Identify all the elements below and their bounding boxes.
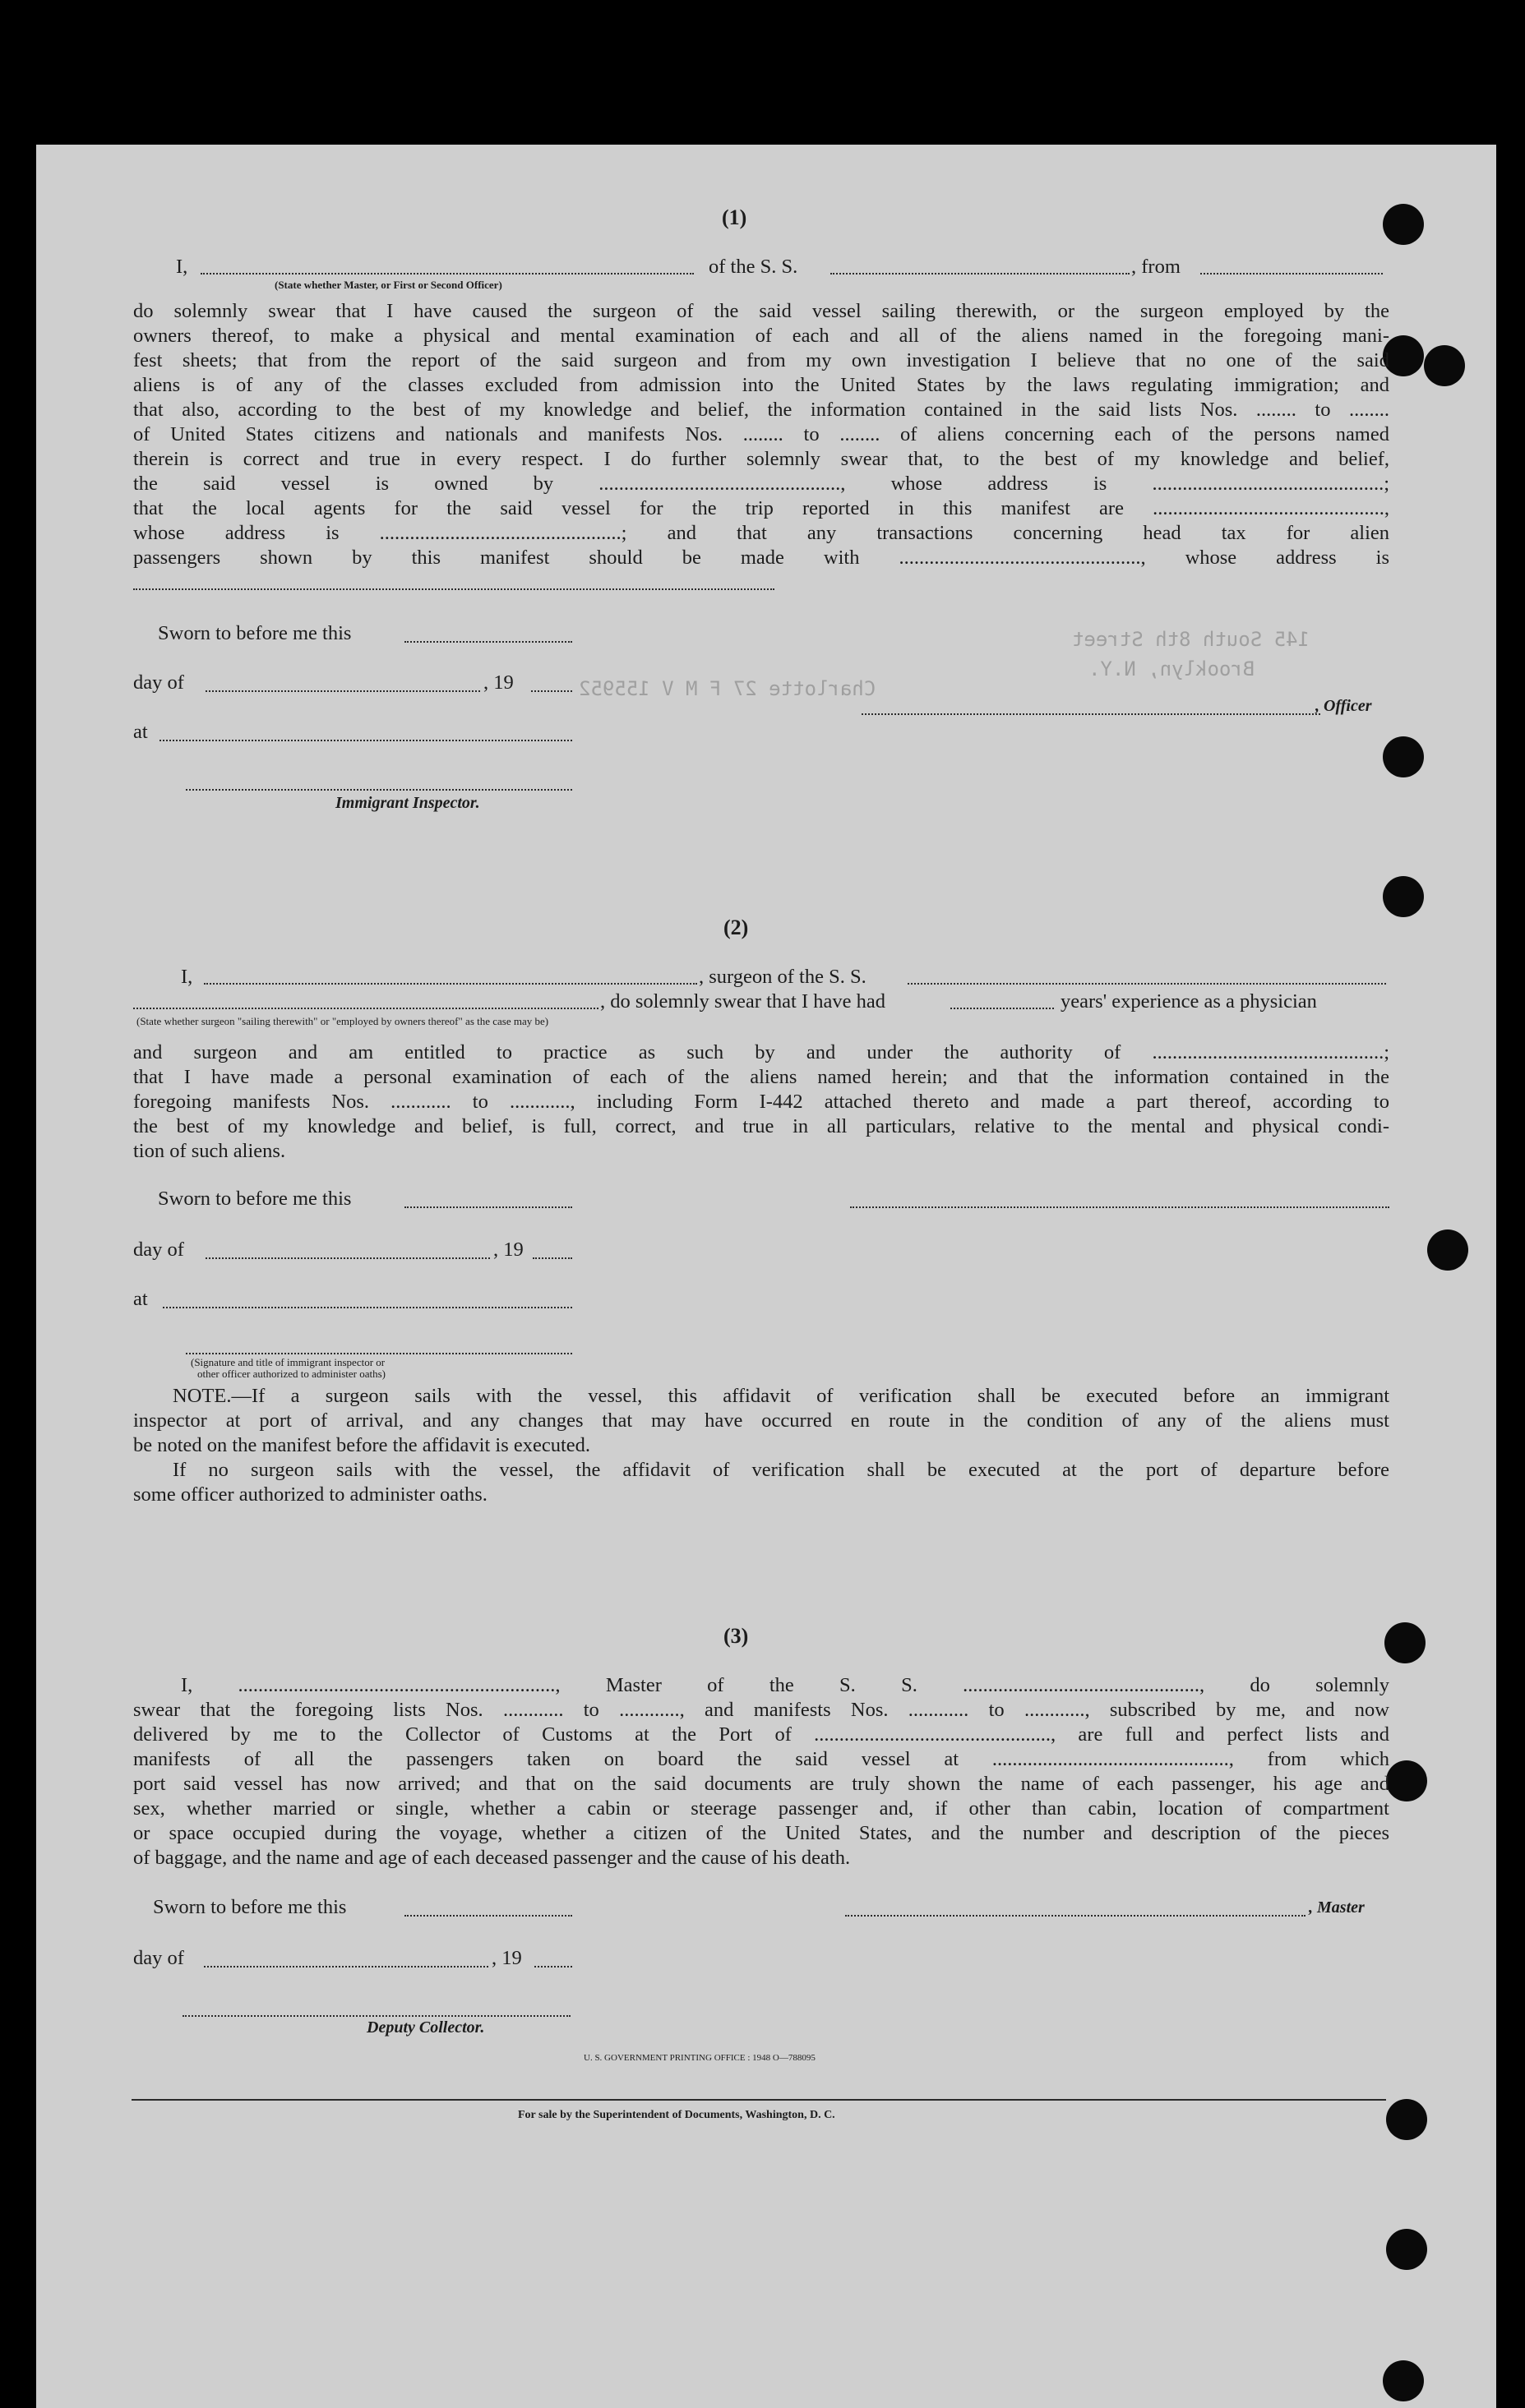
s1-i-label: I,: [176, 256, 188, 278]
bleed-through-text: 145 South 8th Street: [1072, 628, 1310, 651]
sale-notice: For sale by the Superintendent of Documents, Washington, D. C.: [518, 2109, 835, 2121]
s1-year-label: , 19: [483, 671, 514, 694]
s3-sworn-label: Sworn to before me this: [153, 1896, 347, 1918]
s2-at-field: [163, 1305, 572, 1308]
s1-oath-line: fest sheets; that from the report of the said surgeon and from my own investigation I believe that no one of the said: [133, 349, 1389, 371]
s3-deputy-label: Deputy Collector.: [367, 2018, 485, 2037]
s1-oath-line: of United States citizens and nationals and manifests Nos. ........ to ........ of aliens concerning each of the persons named: [133, 423, 1389, 445]
s2-years-label: years' experience as a physician: [1061, 990, 1317, 1013]
s2-note: [133, 1384, 1389, 1507]
bleed-through-text: Charlotte 27 F M V 155952: [579, 677, 876, 700]
s2-at-label: at: [133, 1288, 148, 1310]
s2-i-label: I,: [181, 966, 193, 988]
s2-surgeon-sign-field: [850, 1205, 1389, 1208]
s1-rank-caption: (State whether Master, or First or Second Officer): [275, 279, 502, 291]
s2-year-field: [533, 1256, 572, 1259]
s2-year-label: , 19: [493, 1239, 524, 1261]
s1-from-label: , from: [1131, 256, 1181, 278]
s2-note-line: some officer authorized to administer oaths.: [133, 1483, 488, 1506]
s2-status-field: [133, 1006, 598, 1009]
s3-oath-line: swear that the foregoing lists Nos. ............ to ............, and manifests Nos. ............ to ............, subscribed by me, and now: [133, 1699, 1389, 1721]
s2-inspector-sign-field: [186, 1351, 572, 1354]
s1-from-field: [1200, 271, 1383, 274]
manifest-back-page: [36, 145, 1496, 2408]
s2-day-of-label: day of: [133, 1239, 184, 1261]
s2-sworn-label: Sworn to before me this: [158, 1188, 352, 1210]
punch-hole: [1383, 736, 1424, 777]
s3-oath-line: manifests of all the passengers taken on board the said vessel at ..............................................., from which: [133, 1748, 1389, 1770]
s1-oath-line: passengers shown by this manifest should be made with ................................................, whose address is: [133, 547, 1389, 569]
s2-ship-field: [908, 981, 1386, 985]
s2-status-caption: (State whether surgeon "sailing therewith" or "employed by owners thereof" as the case may be): [136, 1015, 549, 1027]
s1-oath-line: that the local agents for the said vessel for the trip reported in this manifest are ..............................................,: [133, 497, 1389, 519]
s2-sworn-field: [404, 1205, 572, 1208]
s1-at-field: [159, 738, 572, 741]
s1-sworn-label: Sworn to before me this: [158, 622, 352, 644]
s2-day-field: [206, 1256, 490, 1259]
s2-oath-line: foregoing manifests Nos. ............ to ............, including Form I-442 attached thereto and made a part thereof, according to: [133, 1091, 1389, 1113]
s1-oath-line: the said vessel is owned by ................................................, whose address is ..............................................;: [133, 473, 1389, 495]
s2-oath-line: and surgeon and am entitled to practice as such by and under the authority of ..............................................;: [133, 1041, 1389, 1063]
s1-inspector-sign-field: [186, 787, 572, 791]
s3-master-sign-field: [845, 1913, 1305, 1917]
s1-of-ss-label: of the S. S.: [709, 256, 798, 278]
s3-day-of-label: day of: [133, 1947, 184, 1969]
s3-oath-line: or space occupied during the voyage, whether a citizen of the United States, and the number and description of the pieces: [133, 1822, 1389, 1844]
s3-oath-line: port said vessel has now arrived; and that on the said documents are truly shown the name of each passenger, his age and: [133, 1773, 1389, 1795]
section-1-number: (1): [722, 205, 747, 229]
s1-officer-sign-field: [862, 712, 1320, 715]
s3-day-field: [204, 1964, 488, 1967]
s1-inspector-label: Immigrant Inspector.: [335, 794, 480, 812]
s3-oath-line: delivered by me to the Collector of Customs at the Port of ..............................................., are full and perfect lists and: [133, 1723, 1389, 1746]
s3-oath-line: sex, whether married or single, whether a cabin or steerage passenger and, if other than cabin, location of compartment: [133, 1797, 1389, 1820]
s1-oath-line: do solemnly swear that I have caused the surgeon of the said vessel sailing therewith, or the surgeon employed by the: [133, 300, 1389, 322]
s1-oath-line: owners thereof, to make a physical and mental examination of each and all of the aliens named in the foregoing mani-: [133, 325, 1389, 347]
s1-at-label: at: [133, 721, 148, 743]
s3-master-label: , Master: [1309, 1898, 1365, 1917]
punch-hole: [1386, 2099, 1427, 2140]
s1-oath-line: whose address is ................................................; and that any transactions concerning head tax for alien: [133, 522, 1389, 544]
punch-hole: [1386, 1760, 1427, 1801]
s1-oath-line: therein is correct and true in every respect. I do further solemnly swear that, to the best of my knowledge and belief,: [133, 448, 1389, 470]
s2-surgeon-of-label: , surgeon of the S. S.: [699, 966, 866, 988]
s2-note-line: If no surgeon sails with the vessel, the affidavit of verification shall be executed at the port of departure before: [173, 1459, 1389, 1481]
s3-oath-line: of baggage, and the name and age of each deceased passenger and the cause of his death.: [133, 1847, 851, 1869]
s1-ship-field: [830, 271, 1130, 274]
punch-hole: [1384, 1622, 1426, 1663]
s2-note-line: inspector at port of arrival, and any changes that may have occurred en route in the condition of any of the aliens must: [133, 1409, 1389, 1432]
s2-years-field: [950, 1006, 1054, 1009]
punch-hole: [1383, 204, 1424, 245]
s2-oath-line: that I have made a personal examination of each of the aliens named herein; and that the information contained in the: [133, 1066, 1389, 1088]
s3-sworn-field: [404, 1913, 572, 1917]
s3-year-field: [534, 1964, 572, 1967]
s1-oath-line: aliens is of any of the classes excluded from admission into the United States by the laws regulating immigration; and: [133, 374, 1389, 396]
punch-hole: [1386, 2229, 1427, 2270]
s1-oath-body: [133, 299, 1389, 570]
section-2-number: (2): [723, 916, 749, 939]
punch-hole: [1427, 1229, 1468, 1271]
footer-rule: [132, 2099, 1386, 2101]
s3-oath-line: I, ..............................................................., Master of the S. S. ..............................................., do solemnly: [181, 1674, 1389, 1696]
gpo-imprint: U. S. GOVERNMENT PRINTING OFFICE : 1948 O—788095: [584, 2053, 816, 2063]
s2-name-field: [204, 981, 697, 985]
s2-oath-line: the best of my knowledge and belief, is full, correct, and true in all particulars, relative to the mental and physical condi-: [133, 1115, 1389, 1137]
s1-day-of-label: day of: [133, 671, 184, 694]
s2-oath-body: [133, 1040, 1389, 1164]
section-3-number: (3): [723, 1624, 749, 1648]
s3-collector-sign-field: [183, 2014, 571, 2017]
s3-oath-body: [133, 1673, 1389, 1871]
punch-hole: [1383, 876, 1424, 917]
bleed-through-text: Brooklyn, N.Y.: [1088, 657, 1255, 680]
s1-rank-field: [201, 271, 694, 274]
s2-note-line: NOTE.—If a surgeon sails with the vessel, this affidavit of verification shall be executed before an immigrant: [173, 1385, 1389, 1407]
s1-officer-label: , Officer: [1315, 697, 1372, 715]
s1-day-field: [206, 689, 480, 692]
s1-year-field: [531, 689, 572, 692]
punch-hole: [1424, 345, 1465, 386]
s3-year-label: , 19: [492, 1947, 522, 1969]
s2-note-line: be noted on the manifest before the affidavit is executed.: [133, 1434, 591, 1456]
s2-oath-line: tion of such aliens.: [133, 1140, 286, 1162]
punch-hole: [1383, 2360, 1424, 2401]
s1-sworn-field: [404, 639, 572, 643]
s1-whose-address-field: [133, 587, 774, 590]
s2-sig-caption: (Signature and title of immigrant inspector or: [191, 1356, 386, 1368]
s2-sig-caption: other officer authorized to administer oaths): [197, 1368, 386, 1380]
s1-oath-line: that also, according to the best of my knowledge and belief, the information contained in the said lists Nos. ........ to ........: [133, 399, 1389, 421]
s2-swear-label: , do solemnly swear that I have had: [600, 990, 885, 1013]
